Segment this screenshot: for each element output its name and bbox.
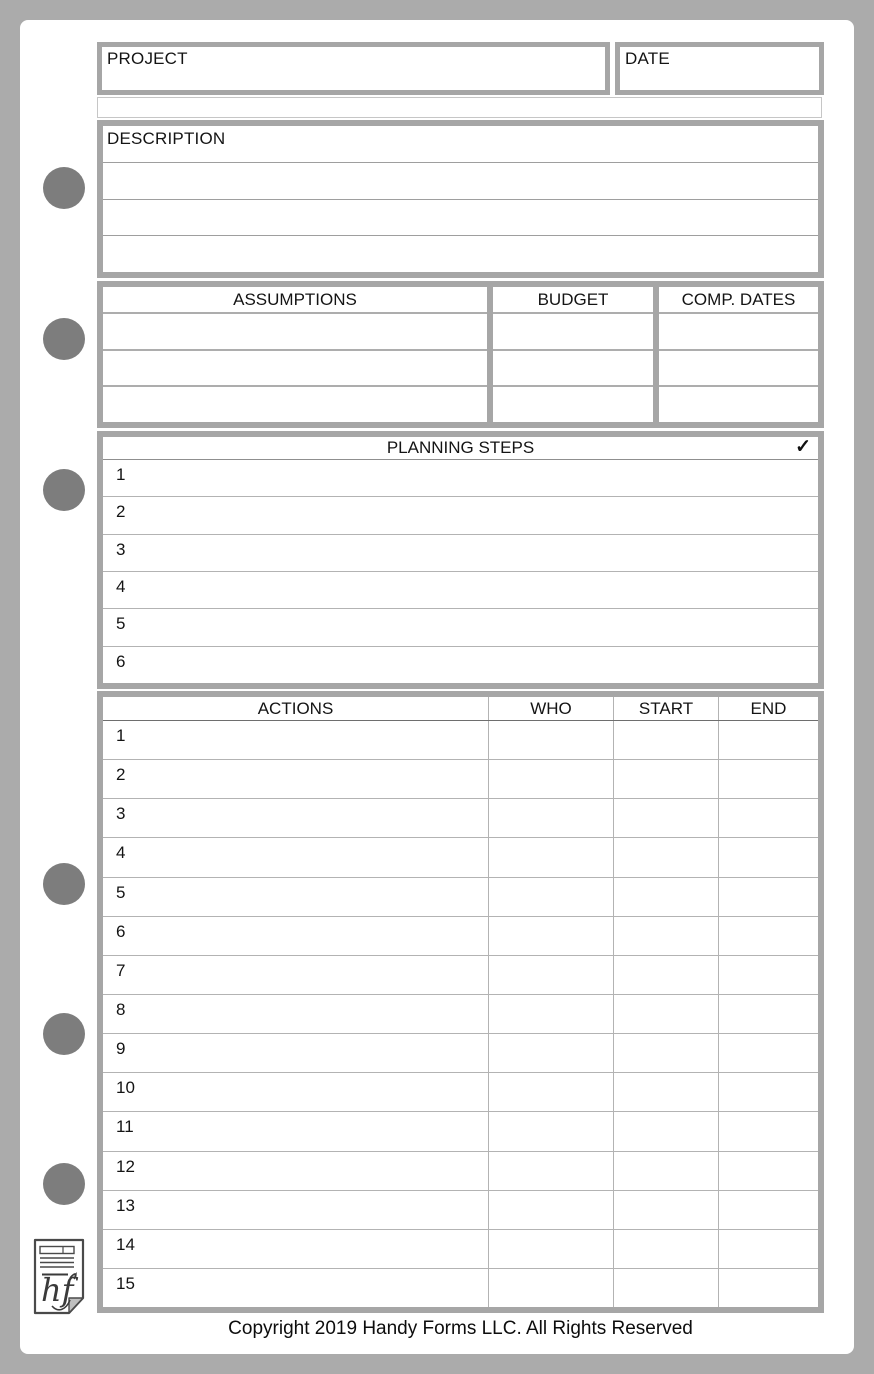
end-cell[interactable] [719, 760, 818, 798]
binder-hole [43, 167, 85, 209]
row-number: 11 [116, 1117, 134, 1137]
who-cell[interactable] [489, 1112, 614, 1150]
row-number: 13 [116, 1195, 135, 1215]
action-cell[interactable] [103, 878, 489, 916]
end-cell[interactable] [719, 1073, 818, 1111]
budget-header: BUDGET [537, 289, 609, 309]
action-row[interactable] [103, 877, 818, 916]
row-number: 10 [116, 1078, 135, 1098]
assumptions-section [97, 281, 824, 428]
planning-step-row[interactable] [103, 496, 818, 533]
who-cell[interactable] [489, 1230, 614, 1268]
form-page [20, 20, 854, 1354]
binder-hole [43, 863, 85, 905]
logo-page-icon [30, 1238, 88, 1318]
end-cell[interactable] [719, 956, 818, 994]
action-row[interactable] [103, 916, 818, 955]
start-cell[interactable] [614, 1034, 719, 1072]
start-cell[interactable] [614, 956, 719, 994]
row-number: 3 [116, 804, 126, 824]
action-cell[interactable] [103, 721, 489, 759]
assumptions-cell[interactable] [103, 385, 487, 422]
action-cell[interactable] [103, 1152, 489, 1190]
handy-forms-logo [30, 1238, 88, 1318]
who-cell[interactable] [489, 1191, 614, 1229]
project-field[interactable] [97, 42, 610, 95]
action-row[interactable] [103, 837, 818, 876]
action-cell[interactable] [103, 1191, 489, 1229]
start-cell[interactable] [614, 917, 719, 955]
comp-dates-header: COMP. DATES [681, 289, 796, 309]
row-number: 5 [116, 882, 126, 902]
action-row[interactable] [103, 798, 818, 837]
who-cell[interactable] [489, 917, 614, 955]
planning-step-row[interactable] [103, 460, 818, 496]
start-cell[interactable] [614, 838, 719, 876]
binder-hole [43, 469, 85, 511]
row-number: 15 [116, 1273, 135, 1293]
action-cell[interactable] [103, 917, 489, 955]
action-cell[interactable] [103, 1269, 489, 1307]
end-cell[interactable] [719, 1152, 818, 1190]
action-row[interactable] [103, 1033, 818, 1072]
who-cell[interactable] [489, 1152, 614, 1190]
description-label: DESCRIPTION [107, 129, 226, 148]
action-cell[interactable] [103, 799, 489, 837]
action-cell[interactable] [103, 995, 489, 1033]
who-column-header: WHO [489, 697, 614, 720]
actions-column-header: ACTIONS [103, 697, 489, 720]
end-cell[interactable] [719, 838, 818, 876]
description-lines [103, 162, 818, 272]
assumptions-rows [103, 312, 487, 422]
end-cell[interactable] [719, 1034, 818, 1072]
action-row[interactable] [103, 994, 818, 1033]
description-section [97, 120, 824, 278]
end-cell[interactable] [719, 995, 818, 1033]
who-cell[interactable] [489, 838, 614, 876]
comp-dates-column [659, 287, 818, 422]
end-cell[interactable] [719, 799, 818, 837]
assumptions-cell[interactable] [103, 349, 487, 386]
planning-steps-title: PLANNING STEPS [386, 438, 535, 457]
row-number: 4 [116, 576, 126, 596]
assumptions-cell[interactable] [659, 312, 818, 349]
row-number: 2 [116, 502, 126, 522]
actions-table-body [103, 721, 818, 1307]
action-row[interactable] [103, 955, 818, 994]
planning-steps-rows [103, 460, 818, 683]
comp-dates-rows [659, 312, 818, 422]
project-label: PROJECT [107, 49, 188, 68]
copyright-text: Copyright 2019 Handy Forms LLC. All Rights Reserved [228, 1318, 693, 1339]
who-cell[interactable] [489, 799, 614, 837]
row-number: 6 [116, 651, 126, 671]
row-number: 7 [116, 960, 126, 980]
end-cell[interactable] [719, 878, 818, 916]
binder-hole [43, 1163, 85, 1205]
who-cell[interactable] [489, 760, 614, 798]
action-cell[interactable] [103, 838, 489, 876]
start-cell[interactable] [614, 1230, 719, 1268]
start-cell[interactable] [614, 878, 719, 916]
end-cell[interactable] [719, 721, 818, 759]
date-field[interactable] [615, 42, 824, 95]
row-number: 4 [116, 843, 126, 863]
who-cell[interactable] [489, 1073, 614, 1111]
planning-step-row[interactable] [103, 571, 818, 608]
action-cell[interactable] [103, 760, 489, 798]
row-number: 9 [116, 1039, 126, 1059]
row-number: 1 [116, 465, 126, 484]
start-cell[interactable] [614, 1191, 719, 1229]
start-cell[interactable] [614, 760, 719, 798]
who-cell[interactable] [489, 956, 614, 994]
description-label-row[interactable] [103, 126, 818, 162]
assumptions-cell[interactable] [103, 312, 487, 349]
end-cell[interactable] [719, 1269, 818, 1307]
assumptions-header: ASSUMPTIONS [233, 289, 357, 309]
who-cell[interactable] [489, 1034, 614, 1072]
binder-hole [43, 318, 85, 360]
action-cell[interactable] [103, 1112, 489, 1150]
row-number: 2 [116, 765, 126, 785]
start-cell[interactable] [614, 1269, 719, 1307]
assumptions-cell[interactable] [493, 312, 653, 349]
action-cell[interactable] [103, 1034, 489, 1072]
planning-step-row[interactable] [103, 534, 818, 571]
assumptions-cell[interactable] [659, 385, 818, 422]
description-line[interactable] [103, 199, 818, 236]
who-cell[interactable] [489, 1269, 614, 1307]
start-cell[interactable] [614, 995, 719, 1033]
start-cell[interactable] [614, 1073, 719, 1111]
assumptions-column [103, 287, 487, 422]
row-number: 12 [116, 1156, 135, 1176]
who-cell[interactable] [489, 878, 614, 916]
who-cell[interactable] [489, 721, 614, 759]
end-column-header: END [750, 698, 787, 718]
action-row[interactable] [103, 1229, 818, 1268]
planning-steps-header [103, 437, 818, 460]
action-cell[interactable] [103, 1073, 489, 1111]
actions-section [97, 691, 824, 1313]
start-column-header: START [614, 697, 719, 720]
row-number: 14 [116, 1234, 135, 1254]
action-row[interactable] [103, 759, 818, 798]
assumptions-cell[interactable] [493, 385, 653, 422]
start-cell[interactable] [614, 1152, 719, 1190]
action-row[interactable] [103, 1072, 818, 1111]
start-cell[interactable] [614, 799, 719, 837]
action-row[interactable] [103, 1268, 818, 1307]
row-number: 3 [116, 539, 126, 559]
actions-table-header [103, 697, 818, 721]
action-row[interactable] [103, 1111, 818, 1150]
binder-hole [43, 1013, 85, 1055]
end-cell[interactable] [719, 1191, 818, 1229]
budget-column [493, 287, 653, 422]
action-row[interactable] [103, 721, 818, 759]
row-number: 5 [116, 614, 126, 634]
start-cell[interactable] [614, 1112, 719, 1150]
action-row[interactable] [103, 1190, 818, 1229]
budget-rows [493, 312, 653, 422]
checkmark-icon: ✓ [795, 436, 811, 458]
assumptions-cell[interactable] [493, 349, 653, 386]
planning-step-row[interactable] [103, 608, 818, 645]
row-number: 8 [116, 999, 126, 1019]
date-label: DATE [625, 49, 670, 68]
header-extra-line[interactable] [97, 97, 822, 118]
description-line[interactable] [103, 162, 818, 199]
description-line[interactable] [103, 235, 818, 272]
start-cell[interactable] [614, 721, 719, 759]
planning-steps-section [97, 431, 824, 689]
action-cell[interactable] [103, 1230, 489, 1268]
action-row[interactable] [103, 1151, 818, 1190]
end-cell[interactable] [719, 1230, 818, 1268]
planning-step-row[interactable] [103, 646, 818, 683]
end-cell[interactable] [719, 1112, 818, 1150]
row-number: 6 [116, 921, 126, 941]
assumptions-cell[interactable] [659, 349, 818, 386]
row-number: 1 [116, 726, 126, 745]
action-cell[interactable] [103, 956, 489, 994]
who-cell[interactable] [489, 995, 614, 1033]
end-cell[interactable] [719, 917, 818, 955]
logo-monogram: hf [41, 1271, 74, 1309]
